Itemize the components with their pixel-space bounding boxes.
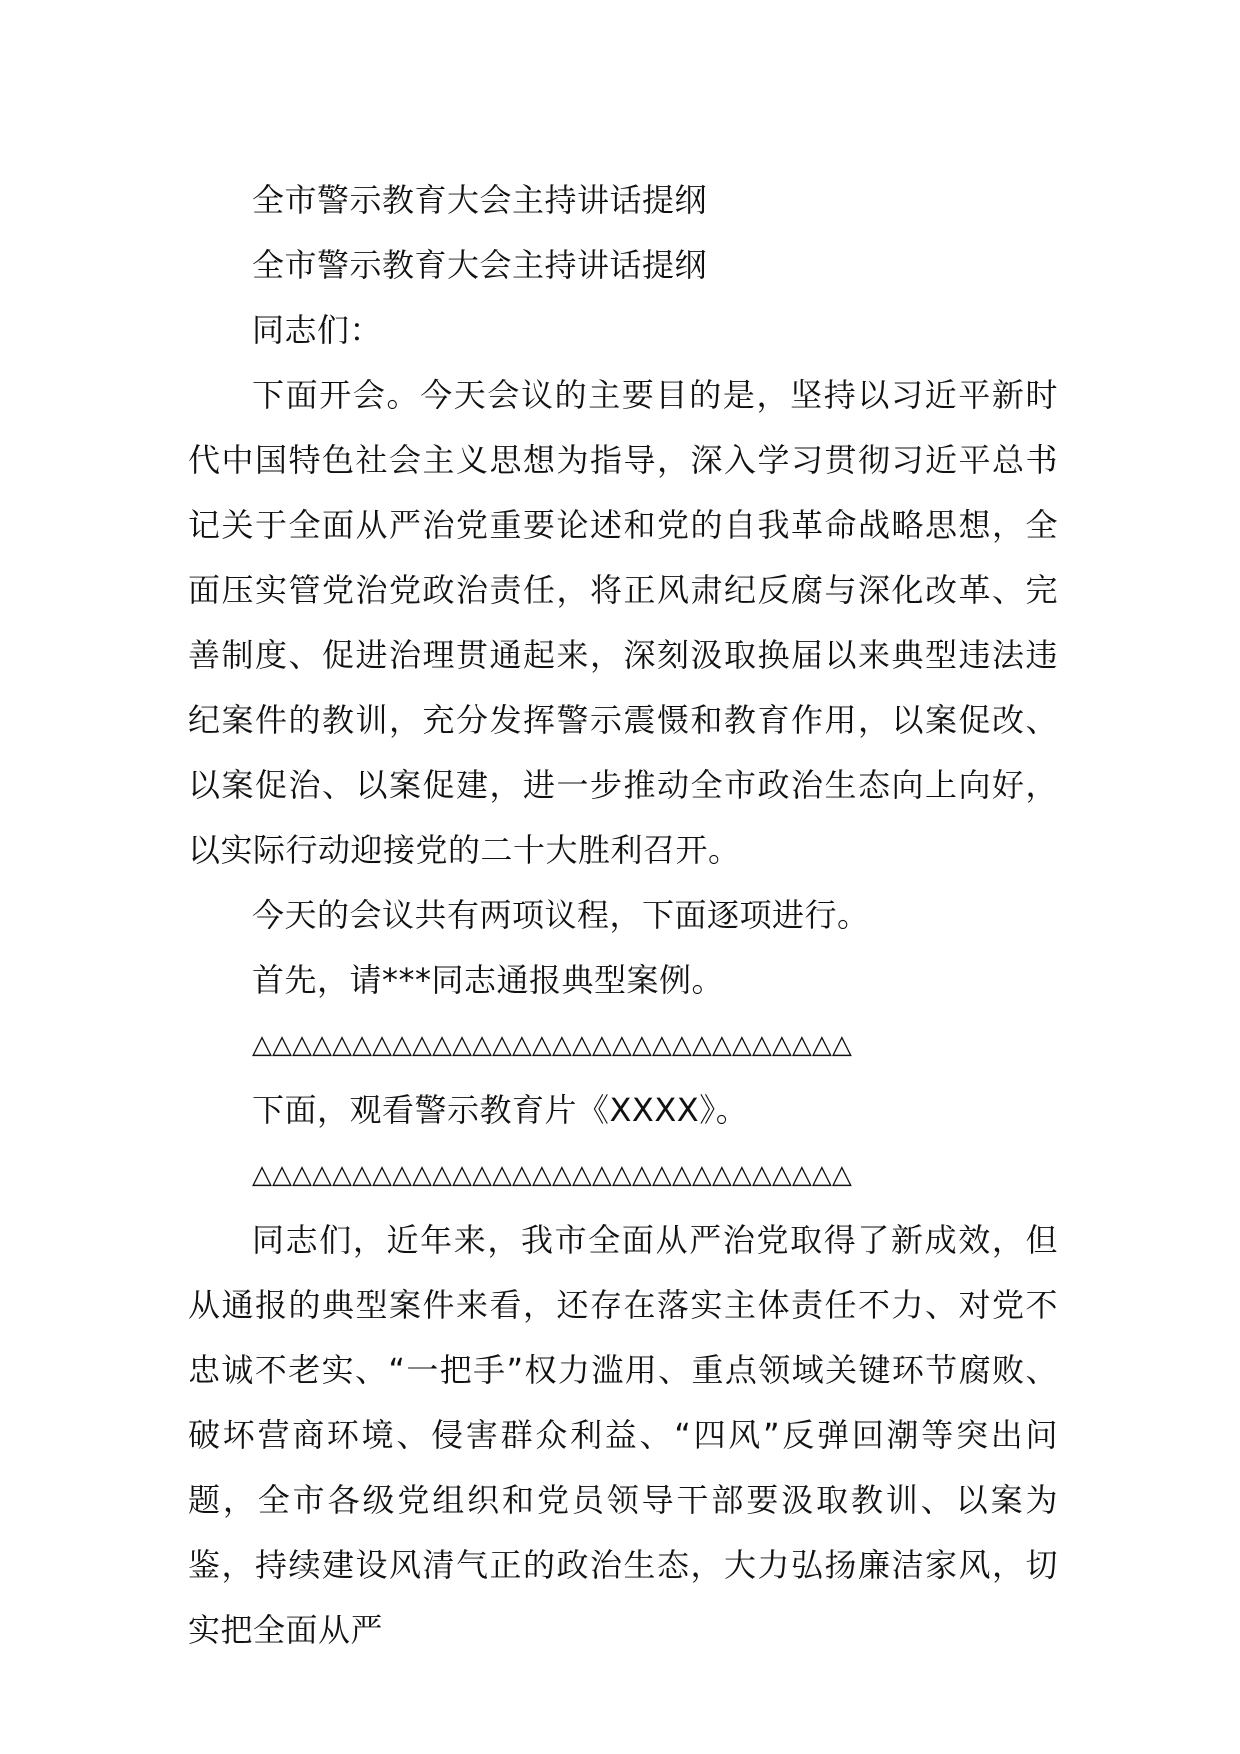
salutation: 同志们：	[252, 311, 383, 349]
triangle-separator-1: △△△△△△△△△△△△△△△△△△△△△△△△△△△△△△	[252, 1030, 852, 1060]
document-subtitle: 全市警示教育大会主持讲话提纲	[252, 246, 708, 284]
paragraph-opening: 下面开会。今天会议的主要目的是，坚持以习近平新时代中国特色社会主义思想为指导，深入学习贯彻习近平总书记关于全面从严治党重要论述和党的自我革命战略思想，全面压实管党治党政治责任，将正风肃纪反腐与深化改革、完善制度、促进治理贯通起来，深刻汲取换届以来典型违法违纪案件的教训，充分发挥警示震慑和教育作用，以案促改、以案促治、以案促建，进一步推动全市政治生态向上向好，以实际行动迎接党的二十大胜利召开。	[188, 376, 1058, 869]
paragraph-case-report: 首先，请***同志通报典型案例。	[252, 961, 725, 999]
paragraph-agenda: 今天的会议共有两项议程，下面逐项进行。	[252, 896, 870, 934]
document-title: 全市警示教育大会主持讲话提纲	[252, 181, 708, 219]
paragraph-conclusion: 同志们，近年来，我市全面从严治党取得了新成效，但从通报的典型案件来看，还存在落实主体责任不力、对党不忠诚不老实、“一把手”权力滥用、重点领域关键环节腐败、破坏营商环境、侵害群众利益、“四风”反弹回潮等突出问题，全市各级党组织和党员领导干部要汲取教训、以案为鉴，持续建设风清气正的政治生态，大力弘扬廉洁家风，切实把全面从严	[188, 1221, 1058, 1649]
triangle-separator-2: △△△△△△△△△△△△△△△△△△△△△△△△△△△△△△	[252, 1160, 852, 1190]
document-body	[188, 168, 1058, 1663]
paragraph-warning-film: 下面，观看警示教育片《XXXX》。	[252, 1091, 749, 1129]
